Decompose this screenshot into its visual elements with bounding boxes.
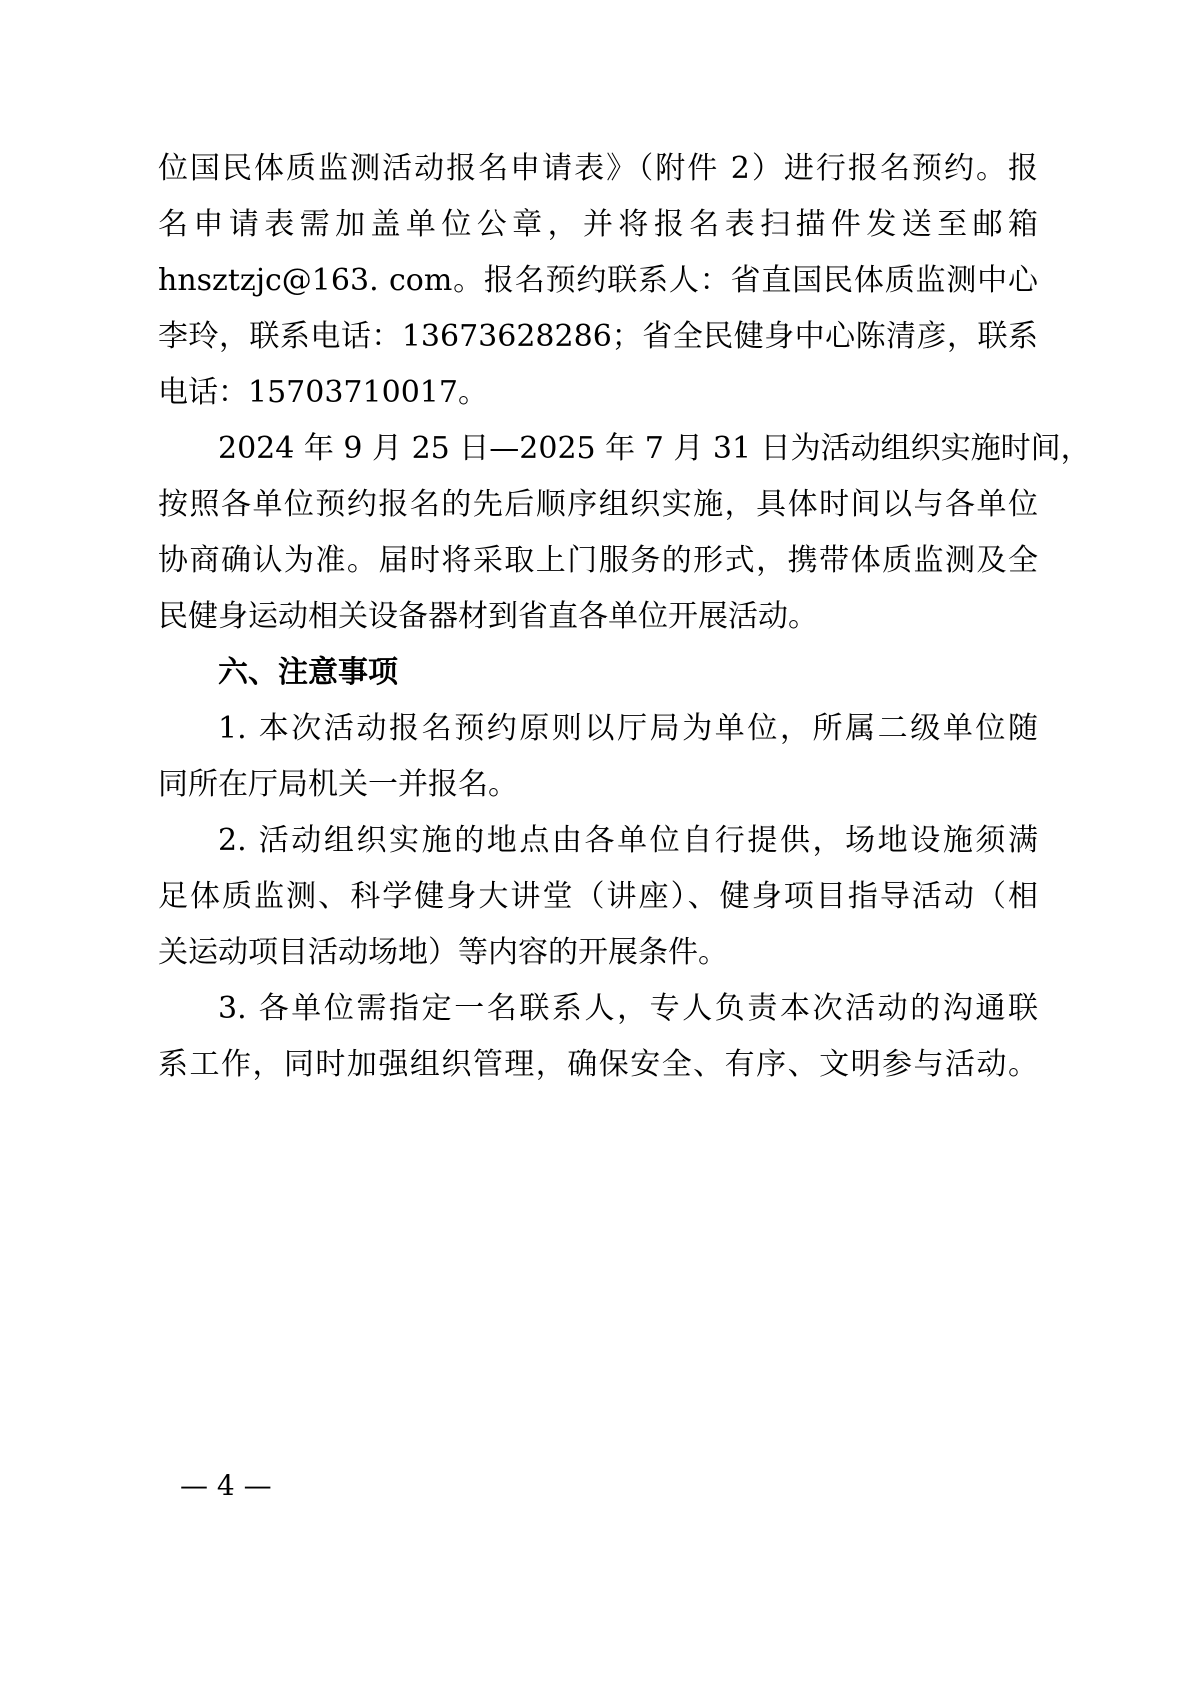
list-item-line: 关运动项目活动场地）等内容的开展条件。 xyxy=(158,935,728,970)
list-item-line: 3. 各单位需指定一名联系人，专人负责本次活动的沟通联 xyxy=(218,991,1038,1026)
paragraph-line: 李玲，联系电话：13673628286；省全民健身中心陈清彦，联系 xyxy=(158,319,1038,354)
list-item-line: 同所在厅局机关一并报名。 xyxy=(158,767,518,802)
list-item-line: 系工作，同时加强组织管理，确保安全、有序、文明参与活动。 xyxy=(158,1047,1038,1082)
paragraph-line: 名申请表需加盖单位公章，并将报名表扫描件发送至邮箱 xyxy=(158,207,1038,242)
list-item-line: 2. 活动组织实施的地点由各单位自行提供，场地设施须满 xyxy=(218,823,1038,858)
list-item-line: 1. 本次活动报名预约原则以厅局为单位，所属二级单位随 xyxy=(218,711,1038,746)
section-heading: 六、注意事项 xyxy=(218,655,398,690)
list-item-line: 足体质监测、科学健身大讲堂（讲座）、健身项目指导活动（相 xyxy=(158,879,1038,914)
paragraph-line: 电话：15703710017。 xyxy=(158,375,488,410)
paragraph-line: 位国民体质监测活动报名申请表》（附件 2）进行报名预约。报 xyxy=(158,151,1038,186)
paragraph-line: hnsztzjc@163. com。报名预约联系人：省直国民体质监测中心 xyxy=(158,263,1038,298)
paragraph-line: 2024 年 9 月 25 日—2025 年 7 月 31 日为活动组织实施时间， xyxy=(218,431,1091,466)
paragraph-line: 按照各单位预约报名的先后顺序组织实施，具体时间以与各单位 xyxy=(158,487,1038,522)
paragraph-line: 协商确认为准。届时将采取上门服务的形式，携带体质监测及全 xyxy=(158,543,1038,578)
paragraph-line: 民健身运动相关设备器材到省直各单位开展活动。 xyxy=(158,599,818,634)
page-number: — 4 — xyxy=(180,1469,272,1502)
